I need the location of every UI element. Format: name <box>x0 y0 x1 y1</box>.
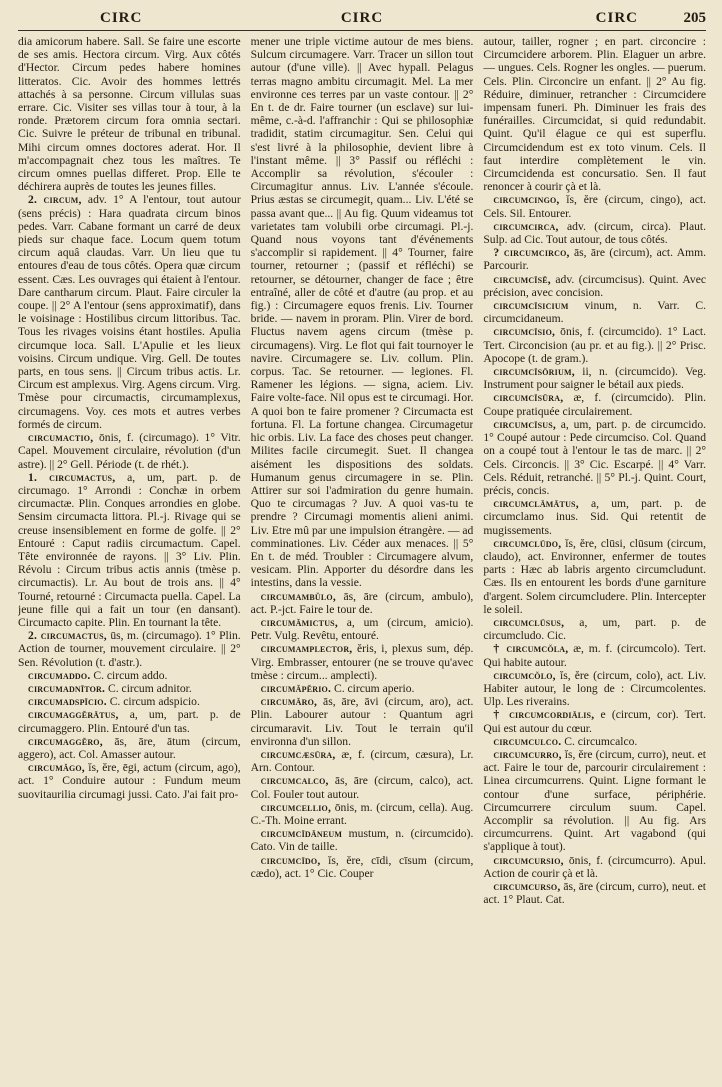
entry-definition: ās, āre, āvi (circum, aro), act. Plin. Labourer autour : Quantum agri circumaravit. Liv. Tout le terrain qu'il environna d'un sillon. <box>250 695 474 748</box>
dictionary-entry <box>18 735 241 761</box>
entry-definition: æ, f. (circumcido). Plin. Coupe pratiquée circulairement. <box>483 391 706 418</box>
dictionary-entry <box>483 365 706 391</box>
dictionary-entry <box>18 431 241 471</box>
entry-definition: ās, āre (circum, ambulo), act. P.-jct. Faire le tour de. <box>250 589 474 616</box>
dictionary-entry <box>483 854 706 880</box>
dictionary-entry <box>251 774 474 800</box>
entry-definition: ūs, m. (circumago). 1° Plin. Action de tourner, mouvement circulaire. || 2° Sen. Révolution (t. d'astr.). <box>18 629 241 669</box>
entry-headword: circumămictus, <box>260 615 338 629</box>
entry-definition: a, um, part. p. de circumcludo. Cic. <box>483 615 706 643</box>
entry-definition: ĭs, ĕre, cīdi, cīsum (circum, cædo), act. 1° Cic. Couper <box>250 853 474 880</box>
entry-definition: ĭs, ĕre (circum, cingo), act. Cels. Sil. Entourer. <box>483 193 706 220</box>
entry-definition: æ, f. (circum, cæsura), Lr. Arn. Contour. <box>250 747 474 775</box>
entry-definition: dia amicorum habere. Sall. Se faire une escorte de ses amis. Hectora circum. Virg. Aux côtés d'Hector. Circum pedes habere homines litteratos. Cic. Avoir des hommes lettrés attachés à sa personne. Circum villulas suas errare. Cic. Visiter ses villas tour à tour, à la ronde. Prætorem circum fora omnia sectari. Cic. Suivre le préteur de tribunal en tribunal. Mihi circum omnes doctores aderat. Hor. Il m'accompagnait chez tous les maîtres. Te circum omnes puellas differet. Prop. Elle te déchirera auprès de toutes les jeunes filles. <box>18 35 241 194</box>
entry-definition: adv. (circumcisus). Quint. Avec précision, avec concision. <box>483 272 706 299</box>
entry-headword: circumactio, <box>28 431 94 445</box>
dictionary-entry <box>251 616 474 642</box>
entry-definition: a, um (circum, amicio). Petr. Vulg. Revêtu, entouré. <box>250 615 474 643</box>
dictionary-entry <box>483 299 706 325</box>
entry-headword: circumăro, <box>260 695 318 709</box>
entry-definition: ās, āre (circum, curro), neut. et act. 1° Plaut. Cat. <box>483 880 706 907</box>
entry-definition: C. circum adspicio. <box>109 695 200 709</box>
dictionary-entry <box>18 471 241 629</box>
dictionary-entry <box>483 246 706 272</box>
entry-headword: circumamplector, <box>260 642 353 656</box>
entry-headword: 1. circumactus, <box>28 470 116 484</box>
entry-headword: circumcŏlo, <box>493 668 556 682</box>
dictionary-entry <box>483 537 706 616</box>
dictionary-entry <box>251 642 474 682</box>
column-right <box>483 35 706 1075</box>
entry-definition: ōnis, f. (circumago). 1° Vitr. Capel. Mouvement circulaire, révolution (d'un astre). || 2° Gell. Période (t. de rhét.). <box>18 431 241 471</box>
column-left <box>18 35 241 1075</box>
entry-headword: † circumcŏla, <box>493 642 569 656</box>
entry-headword: circumcīdo, <box>260 853 321 867</box>
dictionary-entry <box>18 708 241 734</box>
entry-definition: ās, āre (circum), act. Amm. Parcourir. <box>483 246 706 273</box>
entry-definition: æ, m. f. (circumcolo). Tert. Qui habite autour. <box>483 642 706 669</box>
entry-headword: circumclūdo, <box>493 536 562 550</box>
dictionary-entry <box>483 220 706 246</box>
entry-definition: C. circum addo. <box>93 668 168 682</box>
entry-definition: ĭs, ĕre, clūsi, clūsum (circum, claudo), act. Environner, enfermer de toutes parts : Hæc ab labris argento circumcludunt. Cæs. Ils en entourent les bords d'une garniture d'argent. Solem circumcludere. Plin. Intercepter le soleil. <box>483 536 706 616</box>
entry-headword: circumcīsūra, <box>493 391 564 405</box>
dictionary-entry <box>483 735 706 748</box>
entry-headword: circumadnītor. <box>28 681 106 695</box>
page-number: 205 <box>683 10 706 26</box>
entry-headword: ? circumcirco, <box>493 246 570 260</box>
dictionary-entry <box>18 695 241 708</box>
entry-definition: autour, tailler, rogner ; en part. circoncire : Circumcidere arborem. Plin. Elaguer un arbre. — ungues. Cels. Rogner les ongles. — puerum. Cels. Plin. Circoncire un enfant. || 2° Au fig. Réduire, diminuer, retrancher : Circumcidere impensam funeri. Ph. Diminuer les frais des funérailles. Circumcidat, si quid redundabit. Quint. Qu'il élague ce qui est superflu. Circumcidendum est ex toto vinum. Cels. Il faut interdire complètement le vin. Circumcidenda est concursatio. Sen. Il faut renoncer à courir çà et là. <box>483 35 706 194</box>
entry-headword: circumclūsus, <box>493 615 565 629</box>
dictionary-entry <box>251 682 474 695</box>
entry-definition: ōnis, f. (circumcurro). Apul. Action de courir çà et là. <box>483 853 706 880</box>
entry-headword: circumcingo, <box>493 193 560 207</box>
dictionary-entry <box>483 193 706 219</box>
entry-definition: ās, āre, ātum (circum, aggero), act. Col. Amasser autour. <box>18 734 241 761</box>
entry-definition: ĭs, ĕre (circum, curro), neut. et act. Faire le tour de, parcourir circulairement : Linea circumcurrens. Quint. Ligne formant le contour d'une surface, périphérie. Circumcurrere circulum suum. Capel. Accomplir sa révolution. || Au fig. Ars circumcurrens. Quint. Art vagabond (qui s'applique à tout). <box>483 747 706 854</box>
column-middle <box>251 35 474 1075</box>
entry-definition: a, um, part. p. de circumcido. 1° Coupé autour : Pede circumciso. Col. Quand on a coupé tout à l'entour le tas de marc. || 2° Cels. Circoncis. || 3° Cic. Escarpé. || 4° Varr. Cels. Réduit, retranché. || 5° Pl.-j. Quint. Court, précis, concis. <box>483 417 706 497</box>
entry-headword: circumcæsūra, <box>260 747 336 761</box>
dictionary-entry <box>483 418 706 497</box>
entry-headword: circumambŭlo, <box>260 589 336 603</box>
entry-headword: circumcirca, <box>493 219 559 233</box>
dictionary-entry <box>483 669 706 709</box>
dictionary-entry <box>483 642 706 668</box>
entry-headword: circumcīsus, <box>493 417 556 431</box>
dictionary-entry <box>251 35 474 590</box>
entry-headword: circumclāmātus, <box>493 497 579 511</box>
entry-definition: ĭs, ĕre, ēgi, actum (circum, ago), act. 1° Conduire autour : Fundum meum suovitaurilia circumagi jussi. Cato. J'ai fait pro- <box>18 761 241 801</box>
entry-headword: circumcīsio, <box>493 325 556 339</box>
entry-headword: circumcellio, <box>260 800 332 814</box>
entry-definition: adv. 1° A l'entour, tout autour (sens précis) : Hara quadrata circum binos pedes. Varr. Cabane formant un carré de deux pieds sur chaque face. Locum quem totum circum aquâ claudas. Varr. Un lieu que tu entoures d'eau de tous côtés. Opera quæ circum essent. Cæs. Les ouvrages qui étaient à l'entour. Dare cantharum circum. Plaut. Faire circuler la coupe. || 2° A l'entour (sens approximatif), dans le voisinage : Hostilibus circum littoribus. Tac. Tous les rivages voisins étant hostiles. Apulia circumque loca. Sall. L'Apulie et les lieux voisins. Circum undique. Virg. Gell. De toutes parts, en tous sens. || Circum tribus actis. Lr. Circum est amplexus. Virg. Agens circum. Virg. Tmèse pour circumactis, circumamplexus, circumagens. Voy. ces mots et autres verbes formés de circum. <box>18 193 241 431</box>
dictionary-entry <box>18 193 241 431</box>
entry-definition: C. circum aperio. <box>333 681 415 695</box>
entry-headword: circumcurro, <box>493 747 562 761</box>
entry-definition: C. circumcalco. <box>564 734 638 748</box>
entry-definition: adv. (circum, circa). Plaut. Sulp. ad Cic. Tout autour, de tous côtés. <box>483 219 706 247</box>
entry-headword: circumcīdāneum <box>260 827 343 841</box>
dictionary-entry <box>483 616 706 642</box>
entry-headword: circumcīsē, <box>493 272 551 286</box>
entry-headword: circumaggĕrātus, <box>28 708 119 722</box>
entry-headword: circumcurso, <box>493 880 561 893</box>
dictionary-entry <box>18 629 241 669</box>
entry-definition: mustum, n. (circumcido). Cato. Vin de taille. <box>250 827 474 854</box>
dictionary-entry <box>483 497 706 537</box>
entry-headword: circumăpĕrio. <box>260 681 332 695</box>
entry-headword: circumăgo, <box>28 761 85 775</box>
dictionary-entry <box>483 880 706 906</box>
dictionary-entry <box>251 827 474 853</box>
dictionary-entry <box>18 682 241 695</box>
header-left-guide-word: CIRC <box>100 10 143 26</box>
dictionary-entry <box>483 325 706 365</box>
entry-definition: ōnis, f. (circumcido). 1° Lact. Tert. Circoncision (au pr. et au fig.). || 2° Prisc. Apocope (t. de gram.). <box>483 325 706 365</box>
entry-definition: a, um, part. p. de circumaggero. Plin. Entouré d'un tas. <box>18 708 241 735</box>
dictionary-entry <box>251 748 474 774</box>
entry-headword: 2. circum, <box>28 193 82 207</box>
entry-headword: circumcursio, <box>493 853 564 867</box>
dictionary-entry <box>483 391 706 417</box>
page-header <box>18 8 706 31</box>
entry-headword: 2. circumactus, <box>28 629 107 643</box>
entry-headword: circumculco. <box>493 734 562 748</box>
dictionary-entry <box>483 708 706 734</box>
header-center-guide-word: CIRC <box>340 10 384 26</box>
dictionary-entry <box>251 695 474 748</box>
entry-definition: mener une triple victime autour de mes biens. Sulcum circumagere. Varr. Tracer un sillon tout autour (d'une ville). || Avec hypall. Pelagus terras magno ambitu circumagit. Mel. La mer environne ces terres par un vaste contour. || 2° En t. de dr. Faire tourner (un esclave) sur lui-même, c.-à-d. l'affranchir : Qui se philosophiæ tradidit, statim circumagitur. Sen. Celui qui s'est livré à la philosophie, devient libre à l'instant même. || 3° Passif ou réfléchi : Accomplir sa révolution, s'écouler : Circumagitur annus. Liv. L'année s'écoule. Prius æstas se circumegit, quam... Liv. L'été se passa avant que... || Au fig. Quum videamus tot varietates tam volubili orbe circumagi. Pl.-j. Quand nous voyons tant d'événements s'accomplir si rapidement. || 4° Tourner, faire tourner, retourner ; (passif et réfléchi) se retourner, se détourner, changer de face ; être entraîné, aller de côté et d'autre (au prop. et au fig.) : Circumagere equos frenis. Liv. Tourner bride. — navem in proram. Plin. Virer de bord. Fluctus navem agens circum (tmèse p. circumagens). Virg. Le flot qui fait tournoyer le navire. Circumagere se. Liv. collum. Plin. corpus. Tac. Se retourner. — legiones. Fl. Ramener les légions. — signa, aciem. Liv. Faire volte-face. Nil opus est te circumagi. Hor. A quoi bon te faire promener ? Circumacta est fortuna. Fl. La fortune changea. Circumagetur hic orbis. Liv. La face des choses peut changer. Milites facile circumegit. Suet. Il changea aisément les dispositions des soldats. Humanum genus circumagere in se. Plin. Attirer sur soi l'admiration du genre humain. Quo te circumagas ? Juv. A quoi vas-tu te prendre ? Circumagi momentis alieni animi. Liv. Etre mû par une impulsion étrangère. — ad comminationes. Liv. Céder aux menaces. || 5° En t. de méd. Troubler : Circumagere alvum, vesicam. Plin. Apporter du désordre dans les intestins, dans la vessie. <box>250 35 474 590</box>
entry-headword: circumcalco, <box>260 774 329 788</box>
dictionary-entry <box>18 35 241 193</box>
entry-definition: ii, n. (circumcido). Veg. Instrument pour saigner le bétail aux pieds. <box>483 365 706 392</box>
entry-headword: circumcīsōrium, <box>493 365 575 379</box>
dictionary-entry <box>483 35 706 193</box>
entry-headword: circumaggĕro, <box>28 734 103 748</box>
entry-definition: vinum, n. Varr. C. circumcidaneum. <box>483 299 706 326</box>
dictionary-entry <box>251 590 474 616</box>
dictionary-entry <box>251 854 474 880</box>
entry-definition: ĭs, ĕre (circum, colo), act. Liv. Habiter autour, le long de : Circumcolentes. Ulp. Les riverains. <box>483 668 706 709</box>
entry-definition: ĕris, i, plexus sum, dép. Virg. Embrasser, entourer (ne se trouve qu'avec tmèse : circum... amplecti). <box>250 642 474 682</box>
entry-definition: a, um, part. p. de circumago. 1° Arrondi : Conchæ in orbem circumactæ. Plin. Conques arrondies en globe. Sensim circumacta littora. Pl.-j. Rivage qui se creuse insensiblement en forme de golfe. || 2° Entouré : Caput radiis circumactum. Capel. Tête environnée de rayons. || 3° Liv. Plin. Révolu : Circum tribus actis annis (tmèse p. circumactis). Lr. Au bout de trois ans. || 4° Tourné, retourné : Circumacta puella. Capel. La jeune fille qui a fait un tour (en dansant). Circumacto capite. Plin. En tournant la tête. <box>18 470 241 629</box>
header-right-guide-word: CIRC <box>595 10 638 26</box>
entry-headword: circumaddo. <box>28 668 91 682</box>
entry-headword: circumcīsicium <box>493 299 569 313</box>
entry-definition: e (circum, cor). Tert. Qui est autour du cœur. <box>483 708 706 735</box>
entry-definition: C. circum adnitor. <box>108 681 192 695</box>
dictionary-entry <box>251 801 474 827</box>
entry-headword: † circumcordiālis, <box>493 708 595 722</box>
dictionary-entry <box>483 748 706 854</box>
dictionary-entry <box>18 761 241 801</box>
entry-definition: a, um, part. p. de circumclamo inus. Sid. Qui retentit de mugissements. <box>483 497 706 537</box>
entry-headword: circumadspīcio. <box>28 695 107 709</box>
entry-definition: ōnis, m. (circum, cella). Aug. C.-Th. Moine errant. <box>250 800 474 827</box>
text-columns <box>18 35 706 1075</box>
entry-definition: ās, āre (circum, calco), act. Col. Fouler tout autour. <box>250 774 474 801</box>
dictionary-entry <box>483 273 706 299</box>
dictionary-entry <box>18 669 241 682</box>
